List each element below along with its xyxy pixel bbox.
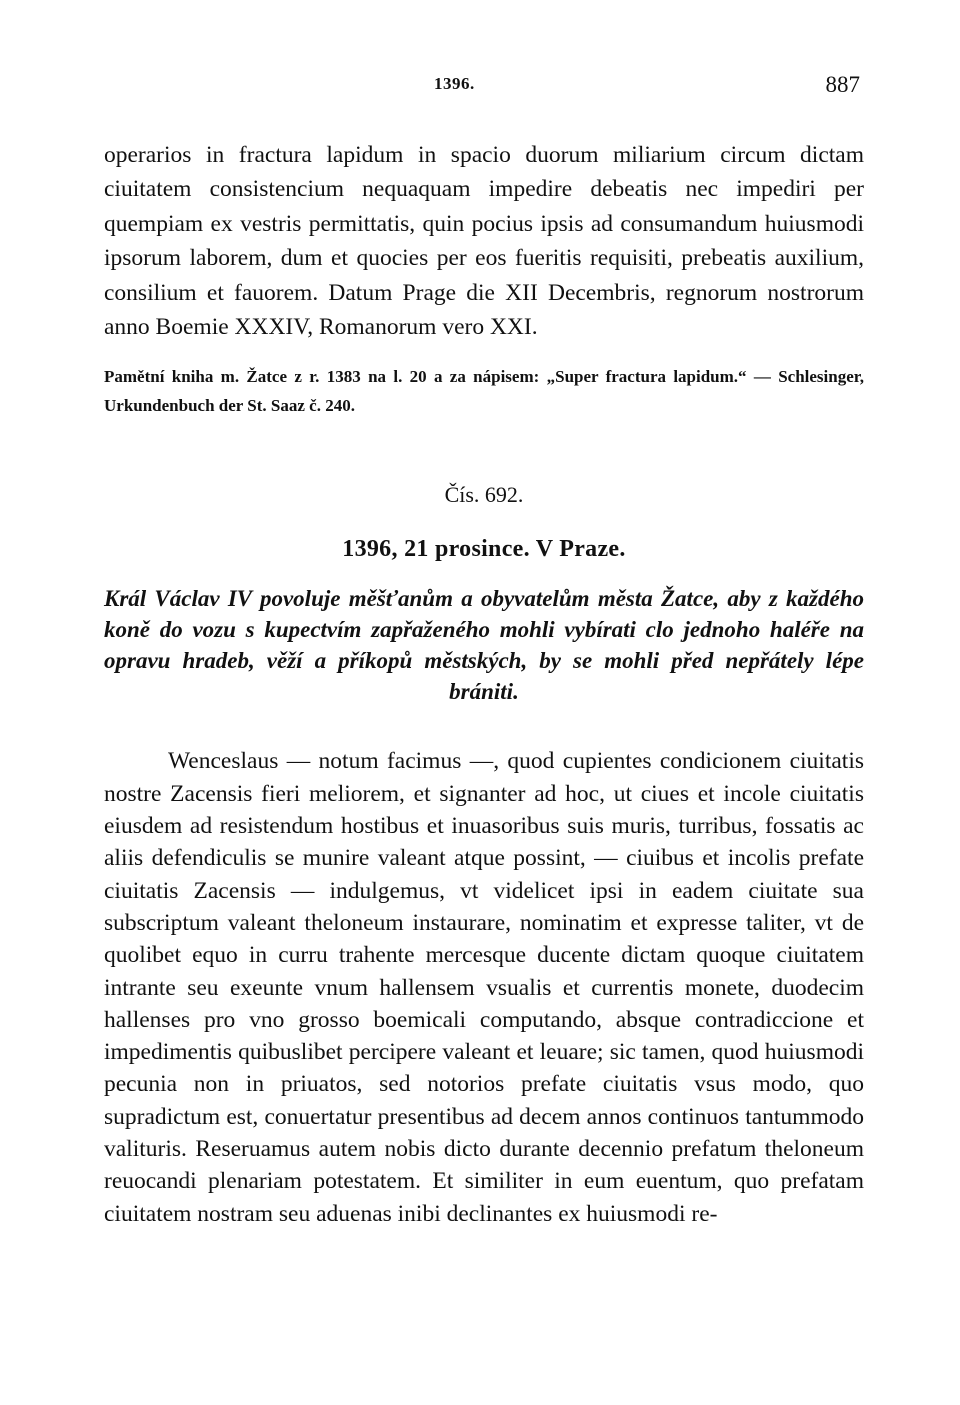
document-regest: Král Václav IV povoluje měšťanům a obyvatelům města Žatce, aby z každého koně do vozu s kupectvím zapřaženého mohli vybírati clo jednoho haléře na opravu hradeb, věží a příkopů městských, by se mohli před nepřátely lépe brániti. xyxy=(104,586,864,705)
book-page xyxy=(104,72,864,1230)
document-date-heading: 1396, 21 prosince. V Praze. xyxy=(342,536,626,563)
source-note: Pamětní kniha m. Žatce z r. 1383 na l. 20 a za nápisem: „Super fractura lapidum.“ — Schlesinger, Urkundenbuch der St. Saaz č. 240. xyxy=(104,367,864,416)
page-number: 887 xyxy=(825,72,860,97)
paragraph-continued: operarios in fractura lapidum in spacio duorum miliarium circum dictam ciuitatem consistencium nequaquam impedire debeatis nec impediri per quempiam ex vestris permittatis, quin pocius ipsis ad consumandum huiusmodi ipsorum laborem, dum et quocies per eos fueritis requisiti, prebeatis auxilium, consilium et fauorem. Datum Prage die XII Decembris, regnorum nostrorum anno Boemie XXXIV, Romanorum vero XXI. xyxy=(104,142,864,341)
document-text: Wenceslaus — notum facimus —, quod cupientes condicionem ciuitatis nostre Zacensis fieri meliorem, et signanter ad hoc, ut ciues et incole ciuitatis eiusdem ad resistendum hostibus et inuasoribus suis muris, turribus, fossatis ac aliis defendiculis se munire valeant atque possint, — ciuibus et incolis prefate ciuitatis Zacensis — indulgemus, vt videlicet ipsi in eadem ciuitate sua subscriptum valeant theloneum instaurare, nominatim et expresse taliter, vt de quolibet equo in curru trahente mercesque ducente dictam quoque ciuitatem intrante seu exeunte vnum hallensem vsualis et currentis monete, duodecim hallenses pro vno grosso boemicali computando, absque contradiccione et impedimentis quibuslibet percipere valeant et leuare; sic tamen, quod huiusmodi pecunia non in priuatos, sed notorios prefate ciuitatis vsus modo, quo supradictum est, conuertatur presentibus ad decem annos continuos tantummodo valituris. Reseruamus autem nobis dicto durante decennio prefatum theloneum reuocandi plenariam potestatem. Et similiter in eum euentum, quo prefatam ciuitatem nostram seu aduenas inibi declinantes ex huiusmodi re- xyxy=(104,748,864,1227)
running-head-year: 1396. xyxy=(434,74,475,93)
running-head xyxy=(104,72,864,108)
document-number: Čís. 692. xyxy=(444,482,524,508)
